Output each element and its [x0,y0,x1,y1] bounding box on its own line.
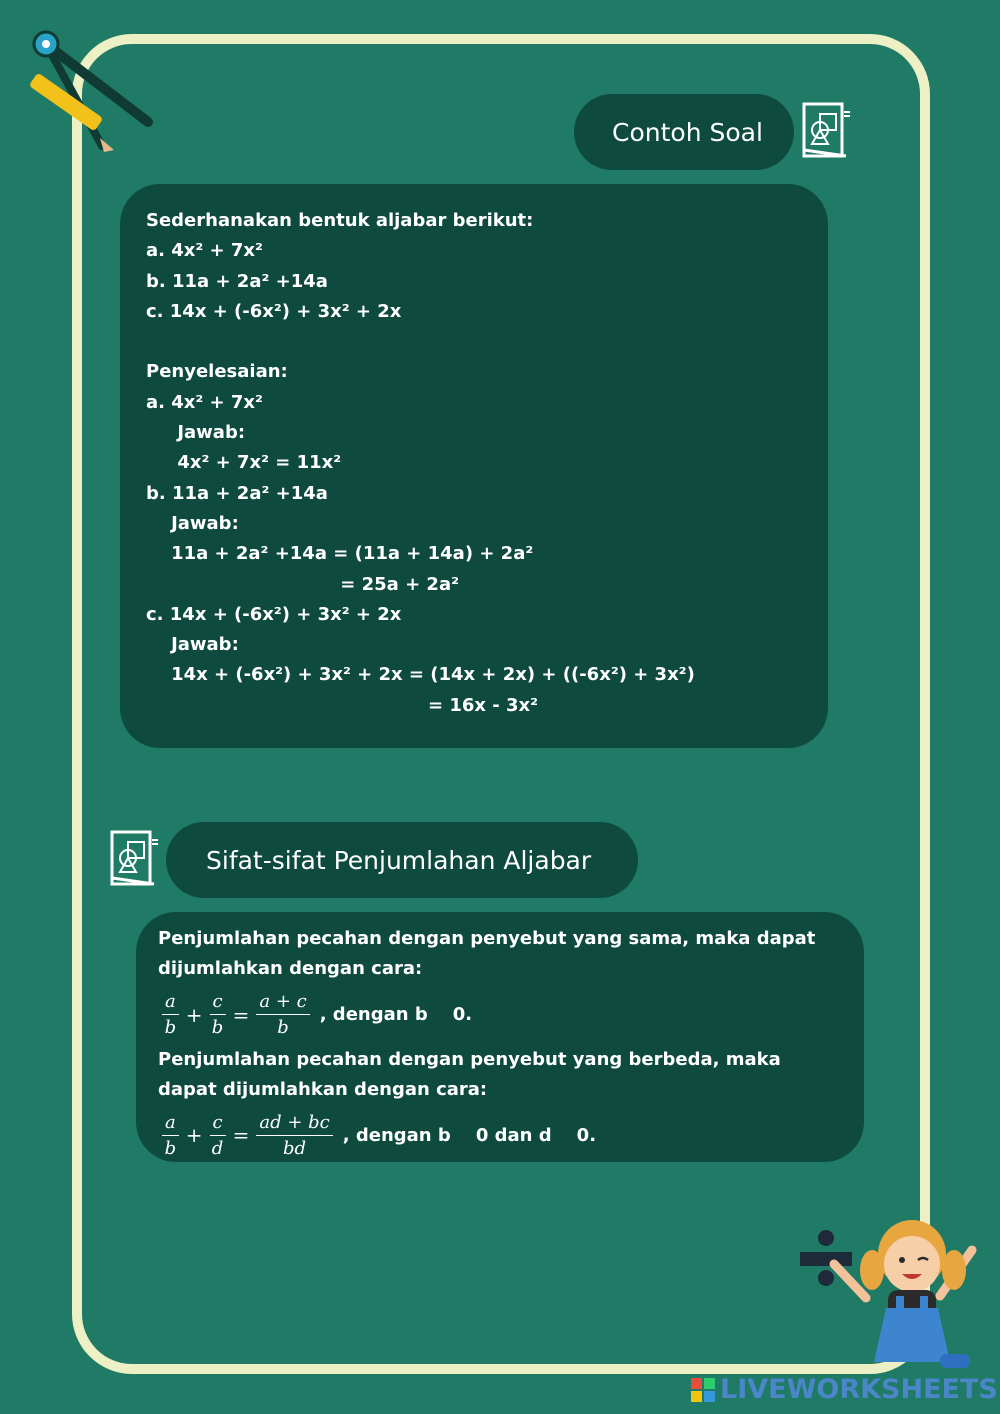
liveworksheets-logo-icon [690,1377,716,1403]
fraction [210,991,226,1038]
numerator: a [162,991,179,1015]
example-line: Jawab: [146,422,246,444]
example-line [146,327,802,357]
example-line: 14x + (-6x²) + 3x² + 2x = (14x + 2x) + ((-6x²) + 3x²) [146,664,695,686]
compass-pencil-icon [18,22,158,162]
fraction [210,1112,226,1159]
same-intro-line-2: dijumlahkan dengan cara: [158,958,423,980]
example-line: Penyelesaian: [146,361,288,383]
example-line: = 25a + 2a² [146,573,459,595]
example-line: 11a + 2a² +14a = (11a + 14a) + 2a² [146,543,534,565]
denominator: bd [283,1137,307,1159]
contoh-soal-title: Contoh Soal [612,117,763,147]
book-geometry-icon [108,828,162,890]
example-line: b. 11a + 2a² +14a [146,270,328,292]
diff-intro-line-2: dapat dijumlahkan dengan cara: [158,1078,488,1100]
diff-intro-line-1: Penjumlahan pecahan dengan penyebut yang berbeda, maka [158,1048,781,1070]
book-geometry-icon [800,100,854,162]
sifat-title: Sifat-sifat Penjumlahan Aljabar [206,845,592,875]
different-denominator-formula [158,1105,842,1165]
diff-condition: , dengan b 0 dan d 0. [342,1124,597,1146]
contoh-soal-header [574,94,794,170]
example-line: b. 11a + 2a² +14a [146,482,328,504]
sifat-header [166,822,638,898]
denominator: d [211,1137,224,1159]
liveworksheets-watermark [690,1374,998,1405]
denominator: b [164,1017,177,1039]
numerator: c [210,1112,226,1136]
denominator: b [164,1137,177,1159]
girl-with-division-sign-illustration [790,1212,990,1382]
example-card [120,184,828,748]
example-line: 4x² + 7x² = 11x² [146,452,342,474]
example-line: a. 4x² + 7x² [146,240,263,262]
properties-card [136,912,864,1162]
plus-sign: + [185,1002,203,1027]
fraction [256,991,309,1038]
same-condition: , dengan b 0. [319,1004,473,1026]
example-line: c. 14x + (-6x²) + 3x² + 2x [146,300,402,322]
numerator: c [210,991,226,1015]
numerator: a [162,1112,179,1136]
example-line: Sederhanakan bentuk aljabar berikut: [146,210,534,231]
denominator: b [211,1017,224,1039]
denominator: b [277,1017,289,1039]
example-line: Jawab: [146,634,239,656]
example-line: a. 4x² + 7x² [146,391,263,413]
example-line: c. 14x + (-6x²) + 3x² + 2x [146,603,402,625]
equals-sign: = [232,1002,250,1027]
equals-sign: = [232,1123,250,1148]
example-line: Jawab: [146,512,239,534]
watermark-text: LIVEWORKSHEETS [720,1374,998,1405]
fraction [162,1112,179,1159]
plus-sign: + [185,1123,203,1148]
numerator: ad + bc [256,1112,332,1136]
fraction [256,1112,332,1159]
example-line: = 16x - 3x² [146,694,539,716]
same-denominator-formula [158,985,842,1045]
same-intro-line-1: Penjumlahan pecahan dengan penyebut yang sama, maka dapat [158,928,816,949]
fraction [162,991,179,1038]
numerator: a + c [256,991,309,1015]
